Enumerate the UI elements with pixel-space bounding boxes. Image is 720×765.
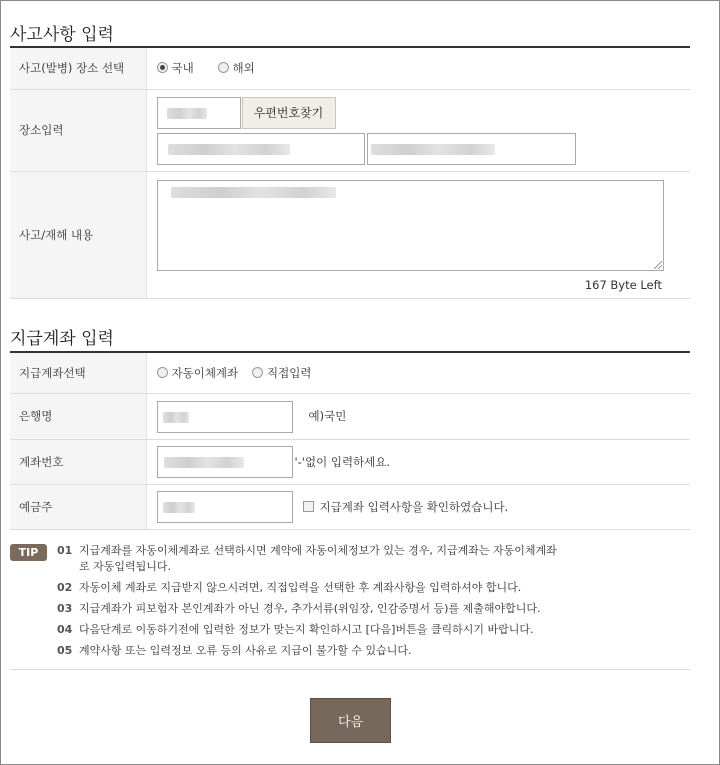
- tip-number: 03: [57, 602, 73, 615]
- radio-domestic-label: 국내: [171, 61, 194, 76]
- bank-name-input[interactable]: [157, 401, 293, 433]
- radio-overseas-label: 해외: [232, 61, 255, 76]
- radio-overseas[interactable]: [218, 61, 275, 75]
- bank-name-label: 은행명: [10, 393, 146, 439]
- tip-text: 다음단계로 이동하기전에 입력한 정보가 맞는지 확인하시고 [다음]버튼을 클릭하시기 바랍니다.: [79, 623, 534, 636]
- tip-text: 지급계좌가 피보험자 본인계좌가 아닌 경우, 추가서류(위임장, 인감증명서 등)를 제출해야합니다.: [79, 602, 541, 615]
- account-number-cell: [146, 439, 690, 484]
- radio-checked-icon[interactable]: [157, 62, 168, 73]
- account-type-label: 지급계좌선택: [10, 353, 146, 393]
- address-detail-input[interactable]: [367, 133, 576, 165]
- account-number-label: 계좌번호: [10, 439, 146, 484]
- tip-number: 04: [57, 623, 73, 636]
- accident-form: [10, 48, 690, 299]
- content-cell: [146, 171, 690, 298]
- resize-grip-icon[interactable]: [654, 261, 662, 269]
- radio-unchecked-icon[interactable]: [252, 367, 263, 378]
- location-type-label: 사고(발병) 장소 선택: [10, 48, 146, 89]
- tip-text: 지급계좌를 자동이체계좌로 선택하시면 계약에 자동이체정보가 있는 경우, 지급계좌는 자동이체계좌로 자동입력됩니다.: [79, 544, 557, 573]
- tip-item: [57, 580, 567, 596]
- footer-divider: [10, 669, 690, 670]
- next-button[interactable]: 다음: [310, 698, 391, 743]
- radio-unchecked-icon[interactable]: [157, 367, 168, 378]
- account-number-hint: '-'없이 입력하세요.: [294, 454, 391, 469]
- radio-direct-input-label: 직접입력: [266, 365, 312, 380]
- redacted-address: [168, 144, 290, 155]
- tip-number: 02: [57, 581, 73, 594]
- tip-list: [57, 543, 567, 664]
- bank-name-cell: [146, 393, 690, 439]
- redacted-bank: [163, 412, 189, 423]
- address-input[interactable]: [157, 133, 365, 165]
- tip-number: 01: [57, 544, 73, 557]
- redacted-content: [171, 187, 336, 198]
- zipcode-search-button[interactable]: 우편번호찾기: [242, 97, 336, 129]
- zipcode-input[interactable]: [157, 97, 241, 129]
- payment-form: [10, 353, 690, 530]
- bank-name-hint: 예)국민: [308, 408, 347, 423]
- radio-unchecked-icon[interactable]: [218, 62, 229, 73]
- tip-item: [57, 601, 567, 617]
- tip-text: 계약사항 또는 입력정보 오류 등의 사유로 지급이 불가할 수 있습니다.: [79, 644, 412, 657]
- address-cell: [146, 89, 690, 171]
- account-holder-cell: [146, 484, 690, 529]
- radio-direct-input[interactable]: [252, 366, 331, 380]
- tip-number: 05: [57, 644, 73, 657]
- redacted-account-number: [164, 457, 244, 468]
- redacted-address-detail: [371, 144, 495, 155]
- accident-section-title: 사고사항 입력: [10, 25, 114, 45]
- content-label: 사고/재해 내용: [10, 171, 146, 298]
- account-holder-label: 예금주: [10, 484, 146, 529]
- radio-auto-transfer-label: 자동이체계좌: [171, 365, 239, 380]
- redacted-zipcode: [167, 108, 207, 119]
- account-holder-input[interactable]: [157, 491, 293, 523]
- tip-item: [57, 543, 567, 575]
- payment-section-title: 지급계좌 입력: [10, 329, 114, 349]
- tip-item: [57, 622, 567, 638]
- radio-auto-transfer[interactable]: [157, 366, 252, 380]
- tip-item: [57, 643, 567, 659]
- address-label: 장소입력: [10, 89, 146, 171]
- account-number-input[interactable]: [157, 446, 293, 478]
- redacted-holder: [163, 502, 195, 513]
- checkbox-icon[interactable]: [303, 501, 314, 512]
- location-type-cell: [146, 48, 690, 89]
- byte-counter: 167 Byte Left: [584, 277, 662, 292]
- tip-badge: TIP: [10, 544, 47, 561]
- tip-text: 자동이체 계좌로 지급받지 않으시려면, 직접입력을 선택한 후 계좌사항을 입력하셔야 합니다.: [79, 581, 522, 594]
- confirm-checkbox[interactable]: [303, 499, 509, 515]
- accident-content-textarea[interactable]: [157, 180, 664, 271]
- account-type-cell: [146, 353, 690, 393]
- confirm-checkbox-label: 지급계좌 입력사항을 확인하였습니다.: [319, 499, 509, 514]
- radio-domestic[interactable]: [157, 61, 218, 75]
